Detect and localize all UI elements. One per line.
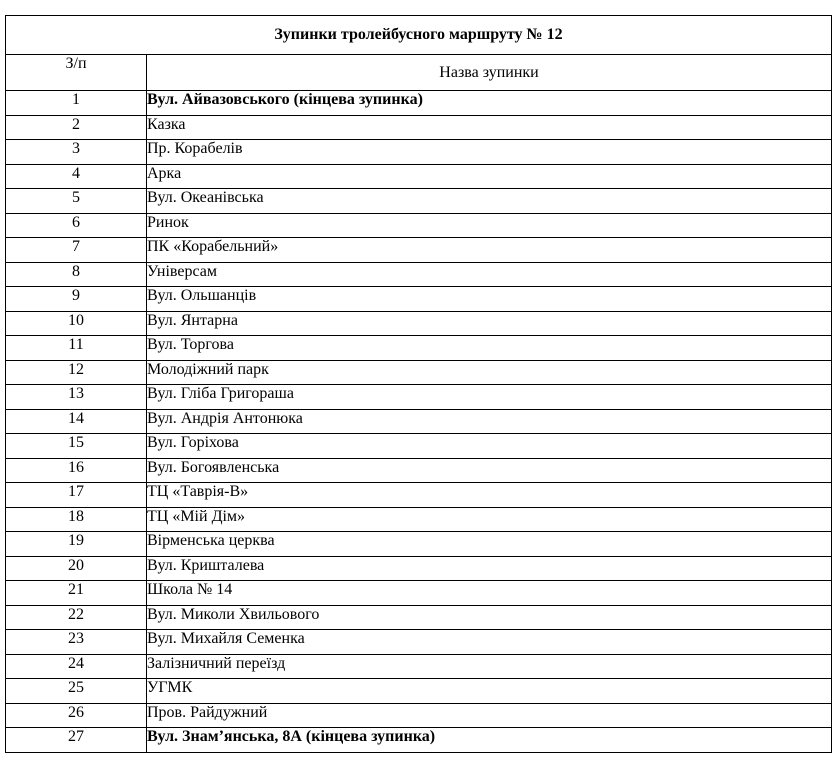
stop-number: 1: [6, 91, 147, 116]
stop-name: Ринок: [147, 213, 832, 238]
table-row: [6, 703, 832, 728]
stop-name: Пр. Корабелів: [147, 140, 832, 165]
stop-number: 23: [6, 630, 147, 655]
table-row: [6, 654, 832, 679]
stop-name: Вул. Андрія Антонюка: [147, 409, 832, 434]
stop-name: Пров. Райдужний: [147, 703, 832, 728]
stop-number: 8: [6, 262, 147, 287]
table-row: [6, 483, 832, 508]
table-row: [6, 507, 832, 532]
stop-number: 11: [6, 336, 147, 361]
table-row: [6, 189, 832, 214]
stop-name: Школа № 14: [147, 581, 832, 606]
stop-name: Молодіжний парк: [147, 360, 832, 385]
stop-number: 6: [6, 213, 147, 238]
stop-name: УГМК: [147, 679, 832, 704]
table-row: [6, 164, 832, 189]
stop-name: Вірменська церква: [147, 532, 832, 557]
stop-name: Арка: [147, 164, 832, 189]
stop-number: 9: [6, 287, 147, 312]
table-row: [6, 605, 832, 630]
table-row: [6, 679, 832, 704]
table-row: [6, 630, 832, 655]
table-row: [6, 115, 832, 140]
table-row: [6, 140, 832, 165]
stop-number: 19: [6, 532, 147, 557]
stop-number: 4: [6, 164, 147, 189]
table-row: [6, 311, 832, 336]
stop-name: Вул. Горіхова: [147, 434, 832, 459]
stop-name: Залізничний переїзд: [147, 654, 832, 679]
stop-number: 14: [6, 409, 147, 434]
table-title-row: [6, 16, 832, 55]
stop-number: 18: [6, 507, 147, 532]
table-row: [6, 336, 832, 361]
column-header-name: Назва зупинки: [147, 55, 832, 91]
stop-name: Універсам: [147, 262, 832, 287]
stop-number: 25: [6, 679, 147, 704]
stop-number: 16: [6, 458, 147, 483]
stop-name: Вул. Знам’янська, 8А (кінцева зупинка): [147, 728, 832, 753]
stop-name: Вул. Кришталева: [147, 556, 832, 581]
table-row: [6, 458, 832, 483]
stop-name: Вул. Торгова: [147, 336, 832, 361]
table-row: [6, 213, 832, 238]
stop-name: Вул. Океанівська: [147, 189, 832, 214]
stop-number: 7: [6, 238, 147, 263]
stop-name: Вул. Михайля Семенка: [147, 630, 832, 655]
table-row: [6, 238, 832, 263]
stop-number: 26: [6, 703, 147, 728]
table-row: [6, 728, 832, 753]
table-row: [6, 385, 832, 410]
table-row: [6, 262, 832, 287]
table-row: [6, 287, 832, 312]
table-title: Зупинки тролейбусного маршруту № 12: [6, 16, 832, 55]
table-row: [6, 360, 832, 385]
column-header-number: З/п: [6, 55, 147, 91]
stop-name: ТЦ «Таврія-В»: [147, 483, 832, 508]
table-row: [6, 532, 832, 557]
route-stops-table: [5, 15, 832, 753]
stop-number: 15: [6, 434, 147, 459]
stop-number: 3: [6, 140, 147, 165]
stop-name: ТЦ «Мій Дім»: [147, 507, 832, 532]
table-row: [6, 556, 832, 581]
stop-name: Вул. Янтарна: [147, 311, 832, 336]
stop-name: Вул. Богоявленська: [147, 458, 832, 483]
stop-number: 20: [6, 556, 147, 581]
stop-number: 10: [6, 311, 147, 336]
stop-number: 12: [6, 360, 147, 385]
stop-name: Вул. Ольшанців: [147, 287, 832, 312]
stop-number: 5: [6, 189, 147, 214]
table-row: [6, 434, 832, 459]
table-row: [6, 581, 832, 606]
table-row: [6, 91, 832, 116]
stop-name: Вул. Айвазовського (кінцева зупинка): [147, 91, 832, 116]
stop-number: 21: [6, 581, 147, 606]
table-row: [6, 409, 832, 434]
stop-name: Вул. Гліба Григораша: [147, 385, 832, 410]
stop-number: 2: [6, 115, 147, 140]
stop-name: ПК «Корабельний»: [147, 238, 832, 263]
stop-number: 13: [6, 385, 147, 410]
table-header-row: [6, 55, 832, 91]
stop-name: Казка: [147, 115, 832, 140]
stop-number: 22: [6, 605, 147, 630]
stop-number: 24: [6, 654, 147, 679]
stop-number: 17: [6, 483, 147, 508]
stop-number: 27: [6, 728, 147, 753]
stop-name: Вул. Миколи Хвильового: [147, 605, 832, 630]
